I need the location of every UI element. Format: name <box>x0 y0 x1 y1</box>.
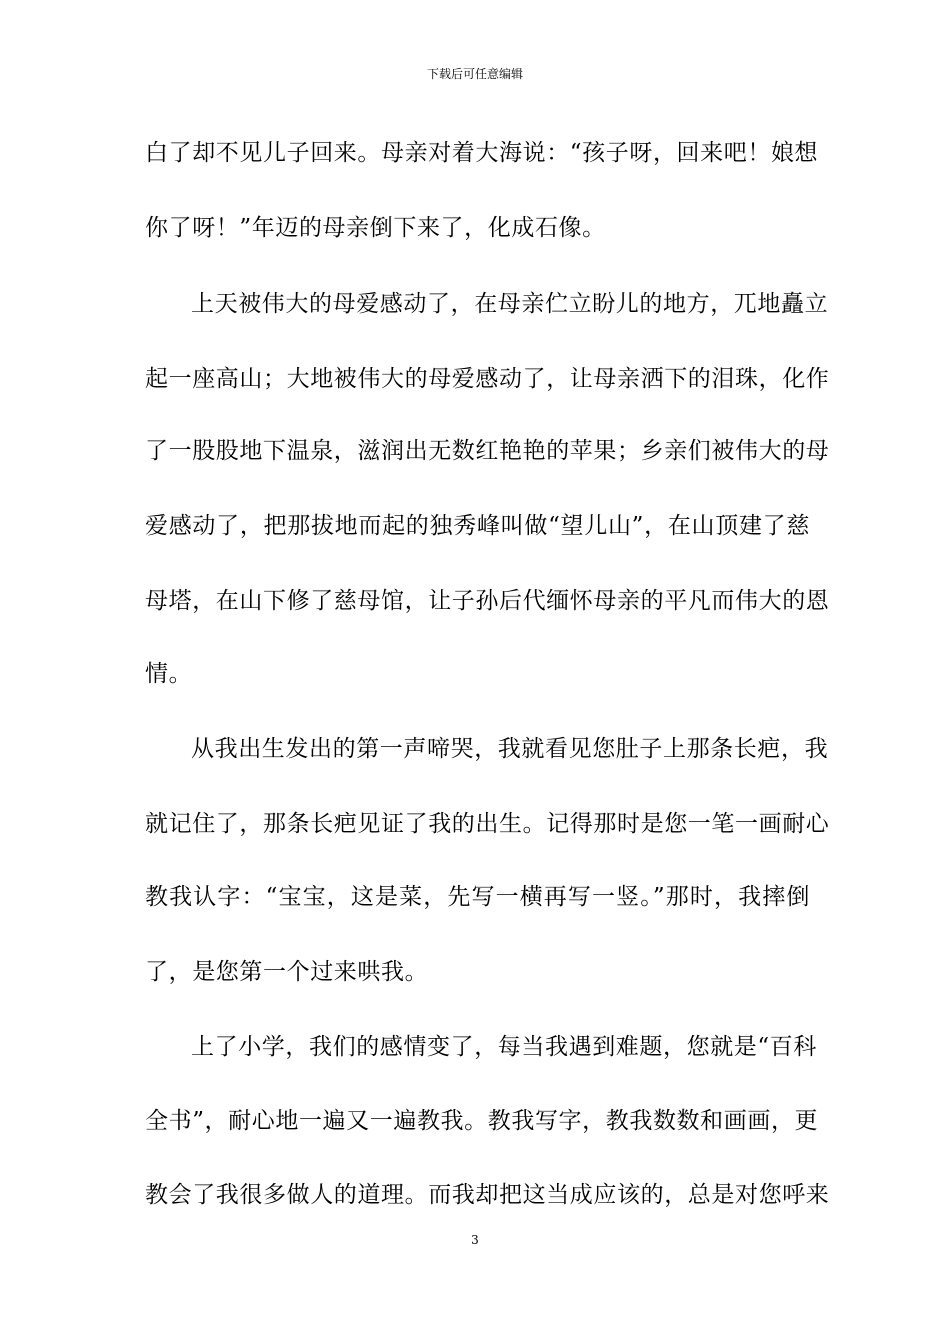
text-line: 就记住了，那条长疤见证了我的出生。记得那时是您一笔一画耐心 <box>145 811 830 837</box>
text-line: 情。 <box>145 661 193 687</box>
text-line: 教会了我很多做人的道理。而我却把这当成应该的，总是对您呼来 <box>145 1182 830 1208</box>
paragraph-first-line: 从我出生发出的第一声啼哭，我就看见您肚子上那条长疤，我 <box>191 736 829 762</box>
text-line: 全书”，耐心地一遍又一遍教我。教我写字，教我数数和画画，更 <box>145 1108 819 1134</box>
text-line: 了，是您第一个过来哄我。 <box>145 959 429 985</box>
paragraph-first-line: 上天被伟大的母爱感动了，在母亲伫立盼儿的地方，兀地矗立 <box>191 291 829 317</box>
paragraph-first-line: 上了小学，我们的感情变了，每当我遇到难题，您就是“百科 <box>191 1034 817 1060</box>
text-line: 了一股股地下温泉，滋润出无数红艳艳的苹果；乡亲们被伟大的母 <box>145 438 830 464</box>
text-line: 母塔，在山下修了慈母馆，让子孙后代缅怀母亲的平凡而伟大的恩 <box>145 588 830 614</box>
text-line: 你了呀！”年迈的母亲倒下来了，化成石像。 <box>145 215 606 241</box>
page-number: 3 <box>471 1233 479 1247</box>
text-line: 白了却不见儿子回来。母亲对着大海说：“孩子呀，回来吧！娘想 <box>145 140 819 166</box>
text-line: 起一座高山；大地被伟大的母爱感动了，让母亲洒下的泪珠，化作 <box>145 366 830 392</box>
text-line: 爱感动了，把那拔地而起的独秀峰叫做“望儿山”，在山顶建了慈 <box>145 513 810 539</box>
page-header: 下载后可任意编辑 <box>426 67 523 81</box>
text-line: 教我认字：“宝宝，这是菜，先写一横再写一竖。”那时，我摔倒 <box>145 884 810 910</box>
